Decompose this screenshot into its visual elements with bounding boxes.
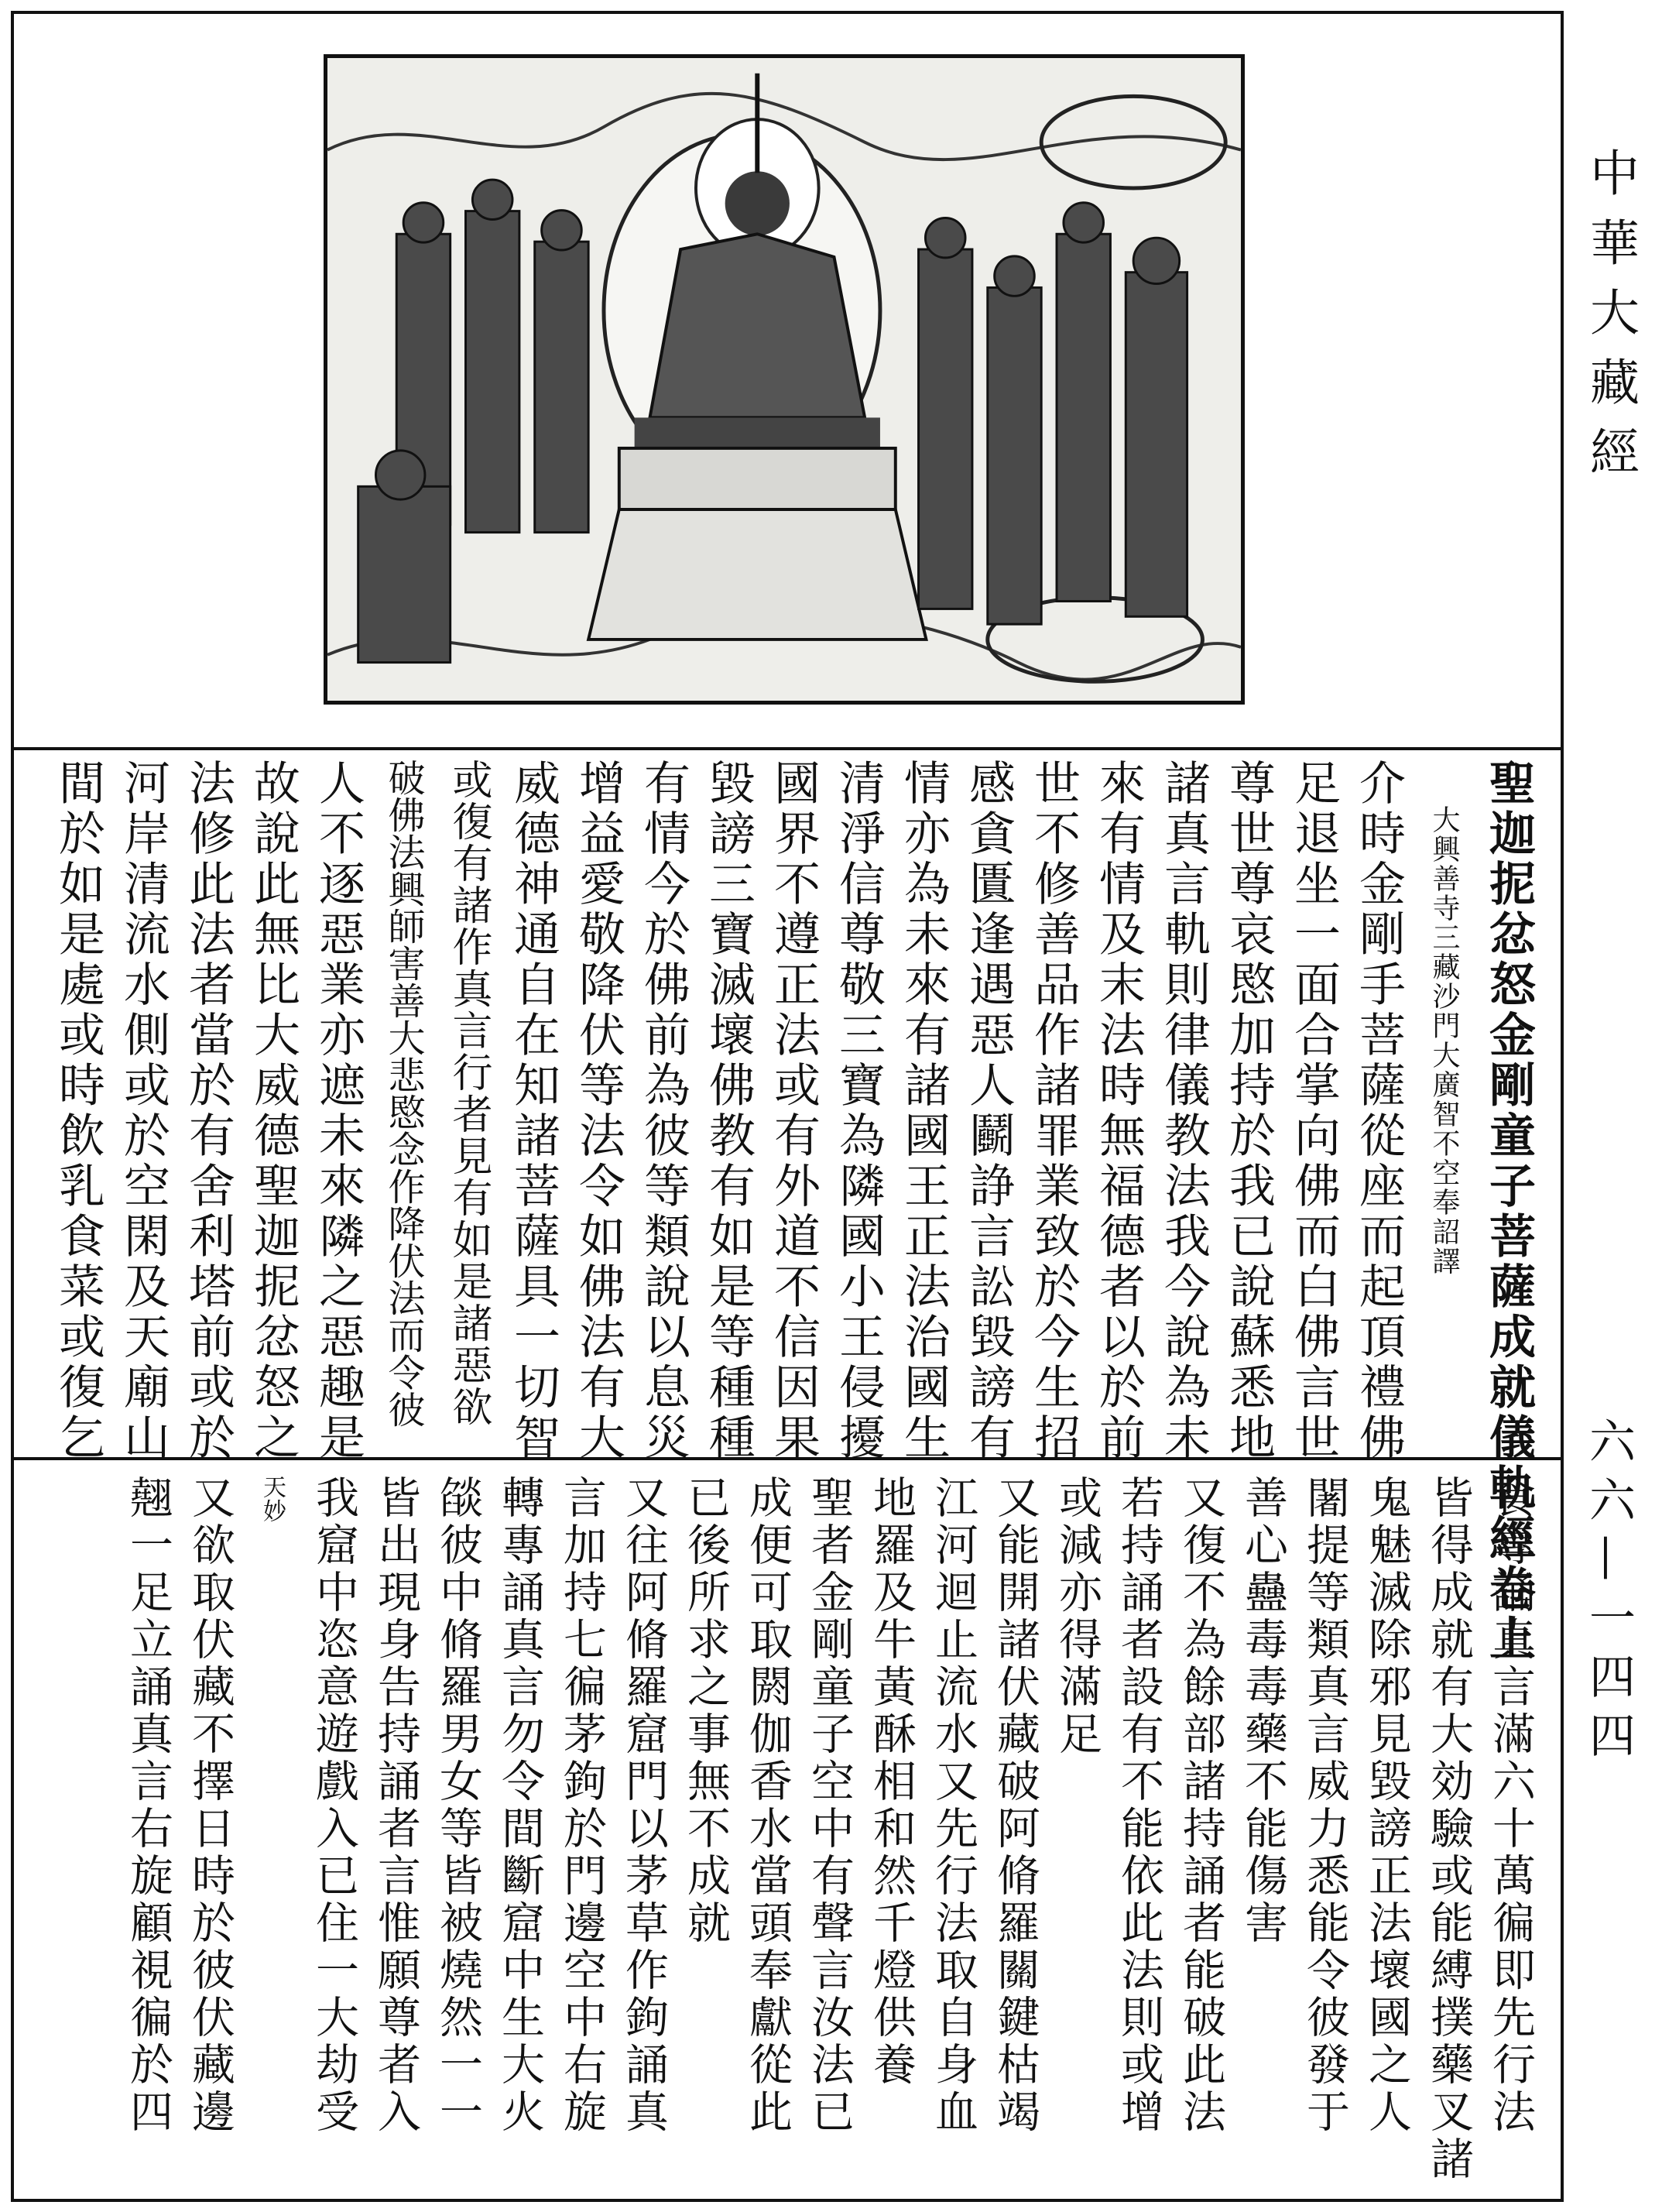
text-column: 又能開諸伏藏破阿脩羅關鍵枯竭	[990, 1475, 1040, 2136]
text-column: 清淨信尊敬三寶為隣國小王侵擾	[831, 759, 886, 1463]
text-column: 人不逐惡業亦遮未來隣之惡趣是	[311, 759, 365, 1463]
text-column: 聖者金剛童子空中有聲言汝法已	[804, 1475, 855, 2136]
text-column: 或減亦得滿足	[1052, 1475, 1102, 1758]
sutra-title: 聖迦抳忿怒金剛童子菩薩成就儀軌經卷上	[1482, 759, 1536, 1665]
text-column: 或復有諸作真言行者見有如是諸惡欲	[445, 759, 492, 1428]
text-column: 破佛法興師害善大悲愍念作降伏法而令彼	[382, 759, 425, 1428]
text-column: 地羅及牛黃酥相和然千燈供養	[866, 1475, 917, 2089]
text-column: 已後所求之事無不成就	[680, 1475, 731, 1947]
text-column: 尊世尊哀愍加持於我已說蘇悉地	[1222, 759, 1276, 1463]
text-column: 闍提等類真言威力悉能令彼發于	[1300, 1475, 1350, 2136]
text-column: 足退坐一面合掌向佛而白佛言世	[1287, 759, 1341, 1463]
text-column: 善心蠱毒毒藥不能傷害	[1238, 1475, 1288, 1947]
text-column: 國界不遵正法或有外道不信因果	[766, 759, 821, 1463]
text-column: 故說此無比大威德聖迦抳忿怒之	[246, 759, 300, 1463]
text-column: 河岸清流水側或於空閑及天廟山	[116, 759, 170, 1463]
text-column: 成便可取閼伽香水當頭奉獻從此	[742, 1475, 793, 2136]
text-column: 增益愛敬降伏等法令如佛法有大	[571, 759, 625, 1463]
text-column: 燄彼中脩羅男女等皆被燒然一一	[433, 1475, 483, 2136]
text-column: 江河迴止流水又先行法取自身血	[928, 1475, 978, 2136]
translator-line: 大興善寺三藏沙門大廣智不空奉詔譯	[1428, 805, 1460, 1276]
text-column: 威德神通自在知諸菩薩具一切智	[506, 759, 560, 1463]
text-column: 我窟中恣意遊戲入已住一大劫受	[309, 1475, 359, 2136]
text-column: 介時金剛手菩薩從座而起頂禮佛	[1352, 759, 1406, 1463]
page-number: 六六—一四四	[1581, 1417, 1636, 1770]
text-column: 間於如是處或時飲乳食菜或復乞	[51, 759, 105, 1463]
text-column: 皆得成就有大効驗或能縛撲藥叉諸	[1424, 1475, 1474, 2183]
section-divider-top	[11, 747, 1564, 750]
lower-text-section	[117, 1475, 1541, 2183]
text-column: 翹一足立誦真言右旋顧視徧於四	[123, 1475, 173, 2136]
frontispiece-illustration	[324, 54, 1245, 705]
text-column: 有情今於佛前為彼等類說以息災	[636, 759, 691, 1463]
text-column: 毀謗三寶滅壞佛教有如是等種種	[701, 759, 756, 1463]
book-title: 中華大藏經	[1581, 147, 1639, 496]
text-column: 諸真言軌則律儀教法我今說為未	[1157, 759, 1211, 1463]
text-column: 若持誦者設有不能依此法則或增	[1114, 1475, 1164, 2136]
text-column: 又往阿脩羅窟門以茅草作鉤誦真	[619, 1475, 669, 2136]
text-column: 又欲取伏藏不擇日時於彼伏藏邊	[185, 1475, 235, 2136]
text-column: 鬼魅滅除邪見毀謗正法壞國之人	[1362, 1475, 1412, 2136]
text-column: 法修此法者當於有舍利塔前或於	[181, 759, 235, 1463]
text-column: 皆出現身告持誦者言惟願尊者入	[371, 1475, 421, 2136]
interlinear-note: 天妙	[259, 1475, 286, 1523]
text-column: 感貪匱逢遇惡人鬬諍言訟毀謗有	[961, 759, 1016, 1463]
buddha-assembly-icon	[327, 58, 1241, 701]
text-column: 情亦為未來有諸國王正法治國生	[896, 759, 951, 1463]
text-column: 言加持七徧茅鉤於門邊空中右旋	[557, 1475, 607, 2136]
text-column: 世不修善品作諸罪業致於今生招	[1026, 759, 1081, 1463]
text-column: 又復不為餘部諸持誦者能破此法	[1176, 1475, 1226, 2136]
text-column: 轉專誦真言勿令間斷窟中生大火	[495, 1475, 545, 2136]
text-column: 食專誦真言滿六十萬徧即先行法	[1486, 1475, 1536, 2136]
text-column: 來有情及末法時無福德者以於前	[1091, 759, 1146, 1463]
